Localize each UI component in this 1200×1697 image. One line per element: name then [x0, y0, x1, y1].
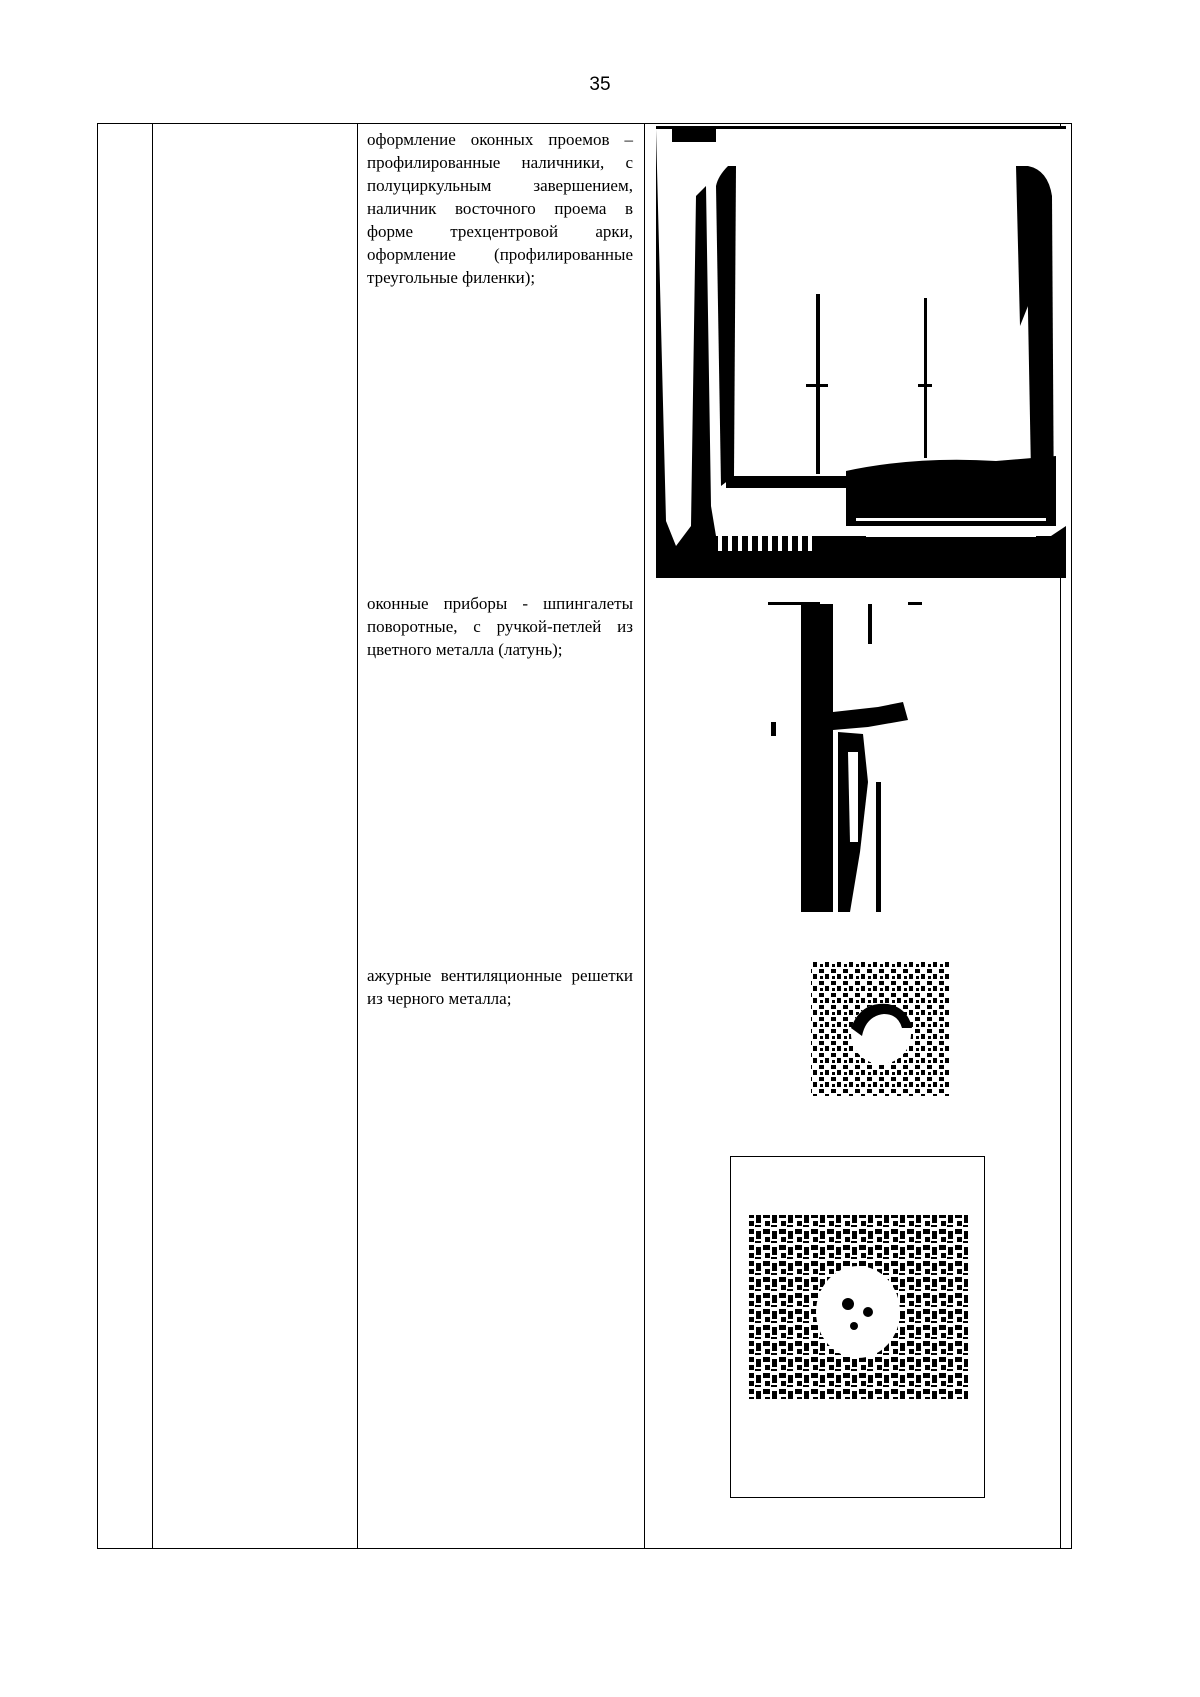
espagnolette-photo [768, 602, 928, 912]
row-description: ажурные вентиляционные решетки из черного металла; [367, 966, 633, 1008]
page-number: 35 [589, 74, 611, 95]
column-divider [357, 124, 358, 1548]
row-description: оконные приборы - шпингалеты поворотные, с ручкой-петлей из цветного металла (латунь); [367, 594, 633, 659]
ventilation-grille-photo [806, 956, 956, 1101]
column-divider [152, 124, 153, 1548]
ventilation-grille-photo [746, 1212, 971, 1402]
row-description: оформление оконных проемов – профилированные наличники, с полуциркульным завершением, наличник восточного проема в форме трехцентровой арки, оформление (профилированные треугольные филенки); [367, 130, 633, 287]
document-table [97, 123, 1072, 1549]
window-opening-photo [656, 126, 1066, 578]
column-divider [644, 124, 645, 1548]
